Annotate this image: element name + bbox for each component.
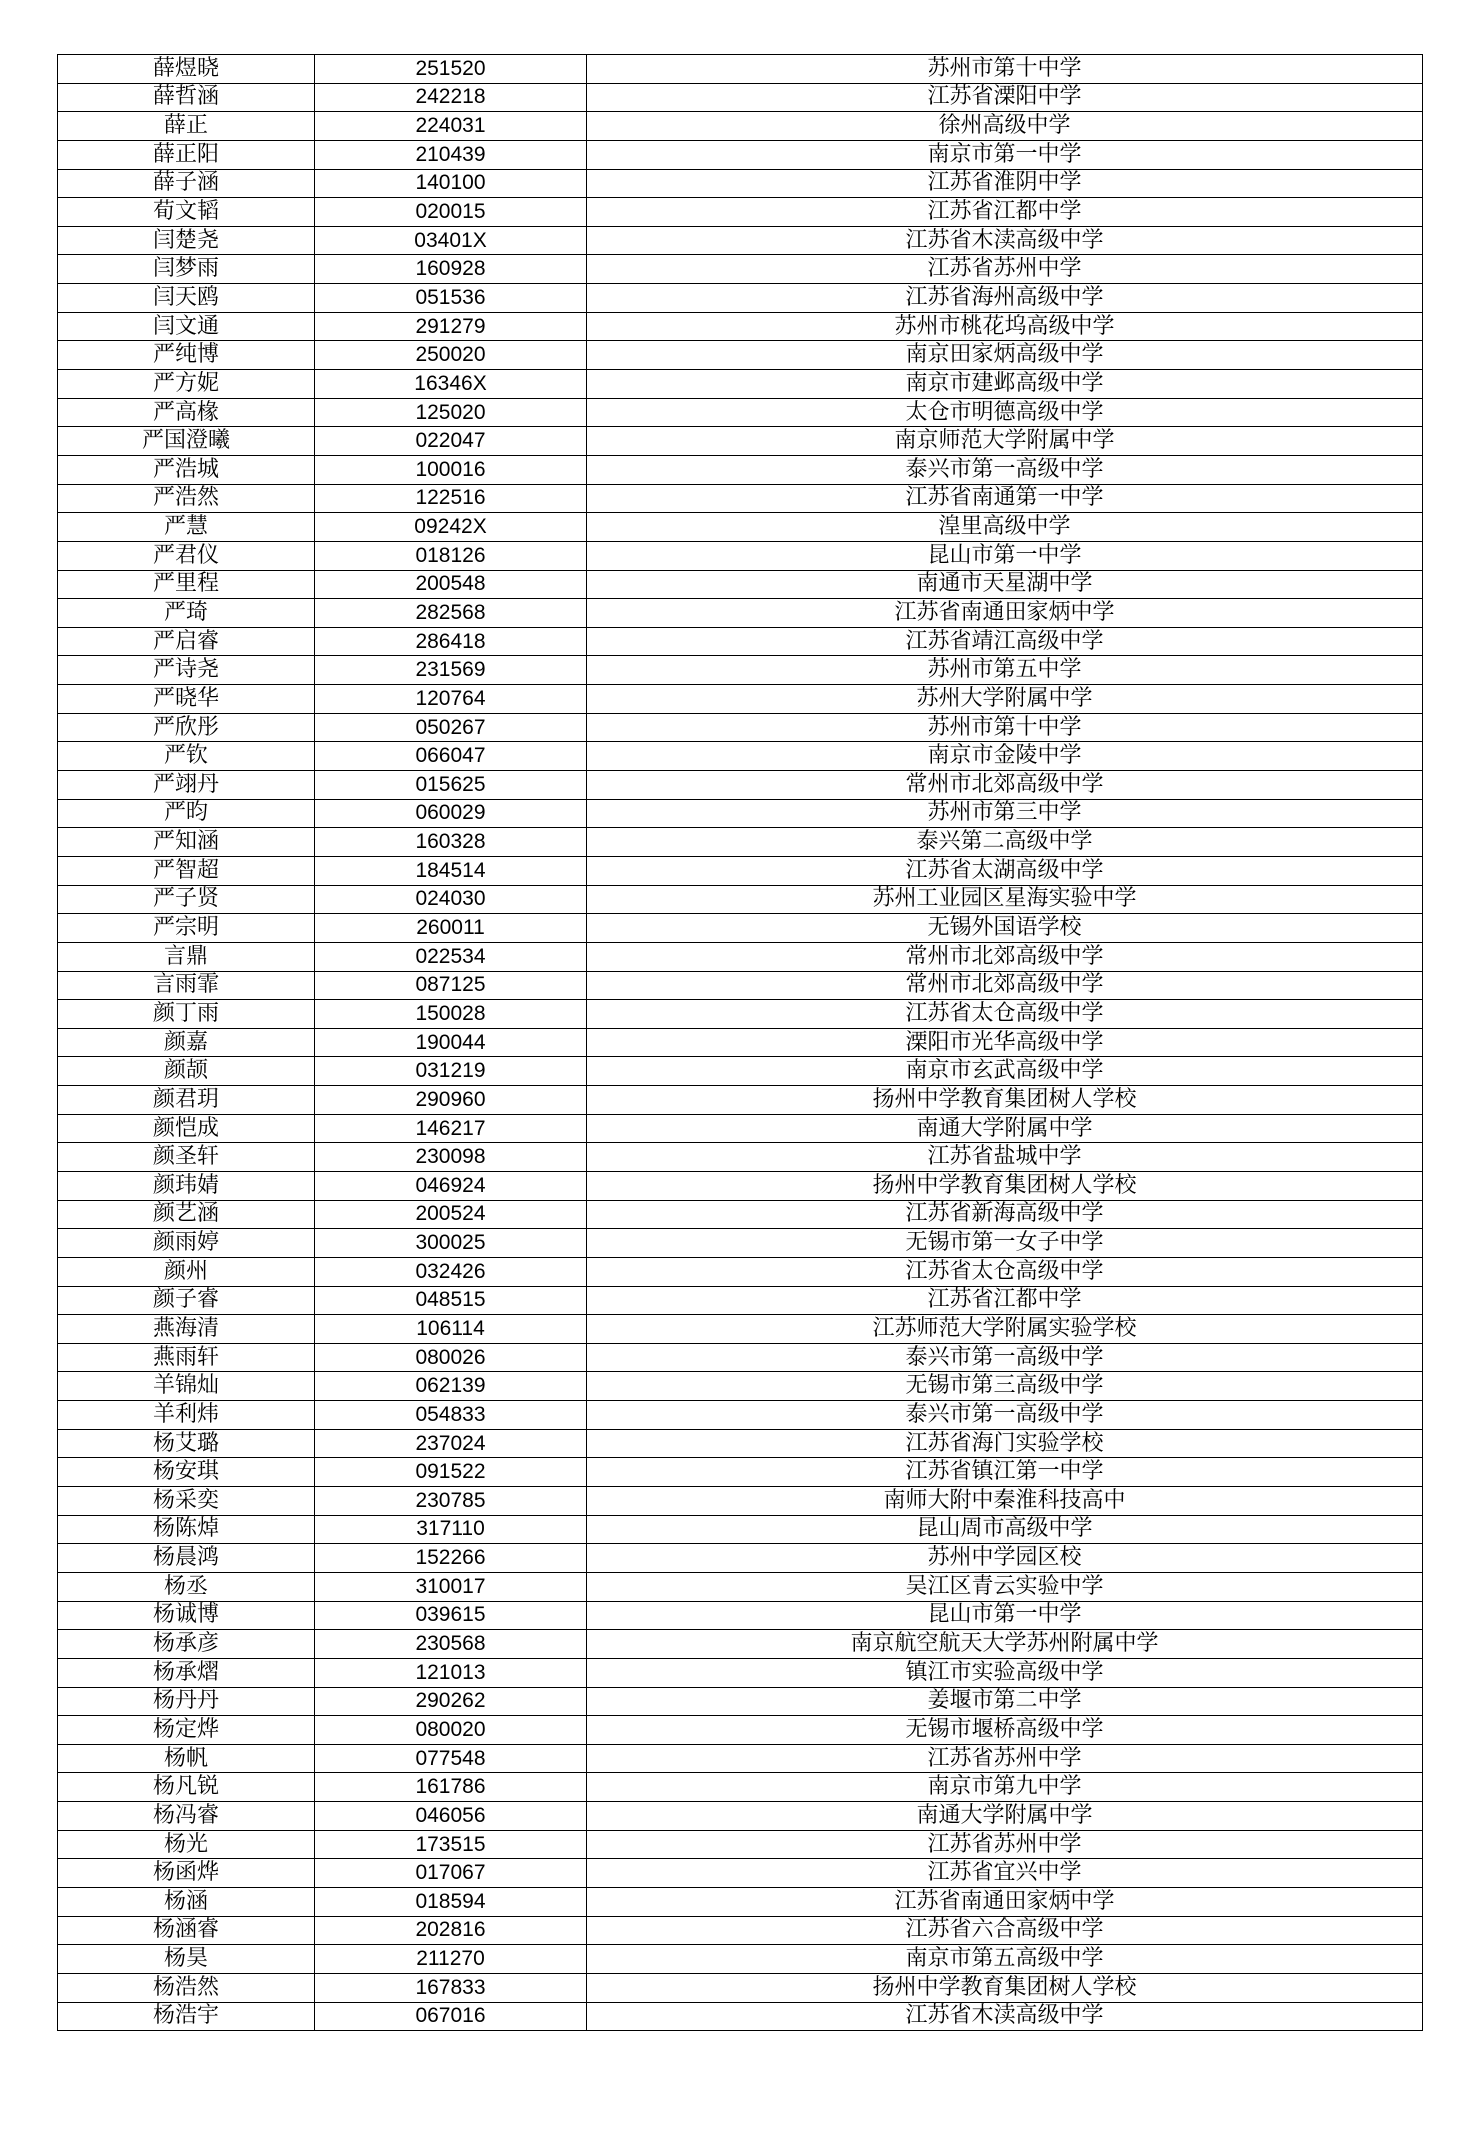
student-id-cell: 161786 — [315, 1773, 587, 1802]
student-id-cell: 190044 — [315, 1028, 587, 1057]
student-name-cell: 薛哲涵 — [58, 83, 315, 112]
school-name-cell: 江苏省淮阴中学 — [587, 169, 1423, 198]
school-name-cell: 苏州中学园区校 — [587, 1544, 1423, 1573]
roster-table — [57, 54, 1423, 2031]
student-name-cell: 颜圣轩 — [58, 1143, 315, 1172]
student-id-cell: 146217 — [315, 1114, 587, 1143]
school-name-cell: 南京航空航天大学苏州附属中学 — [587, 1630, 1423, 1659]
student-id-cell: 09242X — [315, 513, 587, 542]
table-row — [58, 398, 1423, 427]
school-name-cell: 苏州市第三中学 — [587, 799, 1423, 828]
student-id-cell: 122516 — [315, 484, 587, 513]
table-row — [58, 169, 1423, 198]
school-name-cell: 江苏省木渎高级中学 — [587, 226, 1423, 255]
school-name-cell: 江苏省苏州中学 — [587, 255, 1423, 284]
school-name-cell: 无锡外国语学校 — [587, 914, 1423, 943]
student-id-cell: 080026 — [315, 1343, 587, 1372]
student-id-cell: 060029 — [315, 799, 587, 828]
school-name-cell: 江苏省木渎高级中学 — [587, 2002, 1423, 2031]
table-row — [58, 1687, 1423, 1716]
school-name-cell: 吴江区青云实验中学 — [587, 1572, 1423, 1601]
school-name-cell: 南京市玄武高级中学 — [587, 1057, 1423, 1086]
school-name-cell: 南通大学附属中学 — [587, 1802, 1423, 1831]
table-row — [58, 1343, 1423, 1372]
table-row — [58, 1830, 1423, 1859]
table-row — [58, 1744, 1423, 1773]
student-name-cell: 严纯博 — [58, 341, 315, 370]
table-row — [58, 685, 1423, 714]
table-row — [58, 1916, 1423, 1945]
student-id-cell: 290960 — [315, 1086, 587, 1115]
student-id-cell: 230098 — [315, 1143, 587, 1172]
student-id-cell: 202816 — [315, 1916, 587, 1945]
student-name-cell: 杨丞 — [58, 1572, 315, 1601]
table-row — [58, 627, 1423, 656]
student-name-cell: 严诗尧 — [58, 656, 315, 685]
table-row — [58, 1802, 1423, 1831]
school-name-cell: 苏州市桃花坞高级中学 — [587, 312, 1423, 341]
student-name-cell: 杨陈焯 — [58, 1515, 315, 1544]
school-name-cell: 江苏省南通田家炳中学 — [587, 1888, 1423, 1917]
school-name-cell: 扬州中学教育集团树人学校 — [587, 1171, 1423, 1200]
school-name-cell: 江苏省靖江高级中学 — [587, 627, 1423, 656]
table-row — [58, 341, 1423, 370]
school-name-cell: 江苏省海门实验学校 — [587, 1429, 1423, 1458]
table-row — [58, 1429, 1423, 1458]
student-name-cell: 颜嘉 — [58, 1028, 315, 1057]
school-name-cell: 江苏省苏州中学 — [587, 1744, 1423, 1773]
student-name-cell: 严方妮 — [58, 370, 315, 399]
student-id-cell: 260011 — [315, 914, 587, 943]
school-name-cell: 常州市北郊高级中学 — [587, 771, 1423, 800]
school-name-cell: 南通大学附属中学 — [587, 1114, 1423, 1143]
table-row — [58, 1458, 1423, 1487]
school-name-cell: 南京市第九中学 — [587, 1773, 1423, 1802]
student-id-cell: 150028 — [315, 1000, 587, 1029]
table-row — [58, 140, 1423, 169]
school-name-cell: 镇江市实验高级中学 — [587, 1658, 1423, 1687]
student-name-cell: 闫文通 — [58, 312, 315, 341]
table-row — [58, 799, 1423, 828]
student-id-cell: 100016 — [315, 455, 587, 484]
student-name-cell: 杨采奕 — [58, 1487, 315, 1516]
student-id-cell: 018126 — [315, 541, 587, 570]
table-row — [58, 312, 1423, 341]
student-name-cell: 杨帆 — [58, 1744, 315, 1773]
school-name-cell: 南京市建邺高级中学 — [587, 370, 1423, 399]
table-row — [58, 2002, 1423, 2031]
school-name-cell: 无锡市第三高级中学 — [587, 1372, 1423, 1401]
student-name-cell: 羊利炜 — [58, 1401, 315, 1430]
table-row — [58, 1888, 1423, 1917]
student-id-cell: 286418 — [315, 627, 587, 656]
student-id-cell: 230568 — [315, 1630, 587, 1659]
school-name-cell: 泰兴市第一高级中学 — [587, 1401, 1423, 1430]
student-name-cell: 燕海清 — [58, 1315, 315, 1344]
table-row — [58, 942, 1423, 971]
table-row — [58, 55, 1423, 84]
table-row — [58, 1000, 1423, 1029]
student-id-cell: 050267 — [315, 713, 587, 742]
student-id-cell: 03401X — [315, 226, 587, 255]
school-name-cell: 南京田家炳高级中学 — [587, 341, 1423, 370]
school-name-cell: 常州市北郊高级中学 — [587, 971, 1423, 1000]
student-id-cell: 077548 — [315, 1744, 587, 1773]
table-row — [58, 1401, 1423, 1430]
student-name-cell: 严智超 — [58, 856, 315, 885]
student-id-cell: 317110 — [315, 1515, 587, 1544]
school-name-cell: 江苏省六合高级中学 — [587, 1916, 1423, 1945]
school-name-cell: 无锡市第一女子中学 — [587, 1229, 1423, 1258]
student-id-cell: 080020 — [315, 1716, 587, 1745]
school-name-cell: 江苏省宜兴中学 — [587, 1859, 1423, 1888]
table-row — [58, 427, 1423, 456]
student-name-cell: 杨浩然 — [58, 1973, 315, 2002]
student-id-cell: 224031 — [315, 112, 587, 141]
student-name-cell: 严国澄曦 — [58, 427, 315, 456]
student-id-cell: 210439 — [315, 140, 587, 169]
student-id-cell: 048515 — [315, 1286, 587, 1315]
table-row — [58, 1572, 1423, 1601]
student-name-cell: 杨承熠 — [58, 1658, 315, 1687]
student-name-cell: 言雨霏 — [58, 971, 315, 1000]
school-name-cell: 常州市北郊高级中学 — [587, 942, 1423, 971]
table-row — [58, 1859, 1423, 1888]
student-name-cell: 严晓华 — [58, 685, 315, 714]
student-id-cell: 251520 — [315, 55, 587, 84]
table-row — [58, 513, 1423, 542]
table-row — [58, 255, 1423, 284]
table-row — [58, 1544, 1423, 1573]
student-name-cell: 杨昊 — [58, 1945, 315, 1974]
table-row — [58, 1143, 1423, 1172]
student-name-cell: 杨浩宇 — [58, 2002, 315, 2031]
table-row — [58, 112, 1423, 141]
student-id-cell: 087125 — [315, 971, 587, 1000]
student-id-cell: 230785 — [315, 1487, 587, 1516]
school-name-cell: 南师大附中秦淮科技高中 — [587, 1487, 1423, 1516]
table-row — [58, 1028, 1423, 1057]
student-name-cell: 严知涵 — [58, 828, 315, 857]
student-name-cell: 颜雨婷 — [58, 1229, 315, 1258]
student-name-cell: 严欣彤 — [58, 713, 315, 742]
student-id-cell: 242218 — [315, 83, 587, 112]
student-name-cell: 杨丹丹 — [58, 1687, 315, 1716]
student-name-cell: 杨诚博 — [58, 1601, 315, 1630]
student-id-cell: 091522 — [315, 1458, 587, 1487]
student-name-cell: 燕雨轩 — [58, 1343, 315, 1372]
student-id-cell: 140100 — [315, 169, 587, 198]
table-row — [58, 198, 1423, 227]
student-id-cell: 022534 — [315, 942, 587, 971]
roster-body — [58, 55, 1423, 2031]
school-name-cell: 江苏省盐城中学 — [587, 1143, 1423, 1172]
student-name-cell: 严慧 — [58, 513, 315, 542]
school-name-cell: 江苏省太仓高级中学 — [587, 1000, 1423, 1029]
student-id-cell: 046056 — [315, 1802, 587, 1831]
school-name-cell: 江苏省太湖高级中学 — [587, 856, 1423, 885]
student-name-cell: 严翊丹 — [58, 771, 315, 800]
student-id-cell: 152266 — [315, 1544, 587, 1573]
student-id-cell: 173515 — [315, 1830, 587, 1859]
school-name-cell: 南京市第一中学 — [587, 140, 1423, 169]
school-name-cell: 昆山市第一中学 — [587, 541, 1423, 570]
student-id-cell: 160928 — [315, 255, 587, 284]
student-id-cell: 282568 — [315, 599, 587, 628]
student-name-cell: 羊锦灿 — [58, 1372, 315, 1401]
table-row — [58, 1630, 1423, 1659]
table-row — [58, 570, 1423, 599]
student-id-cell: 125020 — [315, 398, 587, 427]
student-id-cell: 067016 — [315, 2002, 587, 2031]
table-row — [58, 83, 1423, 112]
table-row — [58, 1601, 1423, 1630]
student-name-cell: 颜颉 — [58, 1057, 315, 1086]
school-name-cell: 江苏师范大学附属实验学校 — [587, 1315, 1423, 1344]
school-name-cell: 江苏省新海高级中学 — [587, 1200, 1423, 1229]
school-name-cell: 昆山周市高级中学 — [587, 1515, 1423, 1544]
student-name-cell: 言鼎 — [58, 942, 315, 971]
student-id-cell: 167833 — [315, 1973, 587, 2002]
student-id-cell: 051536 — [315, 284, 587, 313]
student-name-cell: 荀文韬 — [58, 198, 315, 227]
school-name-cell: 扬州中学教育集团树人学校 — [587, 1086, 1423, 1115]
student-name-cell: 严浩城 — [58, 455, 315, 484]
student-id-cell: 16346X — [315, 370, 587, 399]
table-row — [58, 971, 1423, 1000]
table-row — [58, 1315, 1423, 1344]
student-id-cell: 020015 — [315, 198, 587, 227]
school-name-cell: 南京市金陵中学 — [587, 742, 1423, 771]
student-id-cell: 250020 — [315, 341, 587, 370]
student-name-cell: 杨艾璐 — [58, 1429, 315, 1458]
table-row — [58, 1200, 1423, 1229]
student-name-cell: 闫天鸥 — [58, 284, 315, 313]
student-name-cell: 杨定烨 — [58, 1716, 315, 1745]
school-name-cell: 苏州大学附属中学 — [587, 685, 1423, 714]
student-id-cell: 200524 — [315, 1200, 587, 1229]
student-name-cell: 颜丁雨 — [58, 1000, 315, 1029]
table-row — [58, 856, 1423, 885]
student-name-cell: 严启睿 — [58, 627, 315, 656]
table-row — [58, 541, 1423, 570]
school-name-cell: 苏州市第五中学 — [587, 656, 1423, 685]
school-name-cell: 南京市第五高级中学 — [587, 1945, 1423, 1974]
student-name-cell: 颜州 — [58, 1257, 315, 1286]
student-name-cell: 颜艺涵 — [58, 1200, 315, 1229]
student-id-cell: 121013 — [315, 1658, 587, 1687]
student-name-cell: 严子贤 — [58, 885, 315, 914]
student-name-cell: 严琦 — [58, 599, 315, 628]
table-row — [58, 226, 1423, 255]
school-name-cell: 溧阳市光华高级中学 — [587, 1028, 1423, 1057]
student-id-cell: 290262 — [315, 1687, 587, 1716]
student-id-cell: 066047 — [315, 742, 587, 771]
school-name-cell: 江苏省南通第一中学 — [587, 484, 1423, 513]
student-name-cell: 严宗明 — [58, 914, 315, 943]
student-id-cell: 017067 — [315, 1859, 587, 1888]
table-row — [58, 1229, 1423, 1258]
student-name-cell: 严君仪 — [58, 541, 315, 570]
school-name-cell: 昆山市第一中学 — [587, 1601, 1423, 1630]
school-name-cell: 姜堰市第二中学 — [587, 1687, 1423, 1716]
student-name-cell: 杨光 — [58, 1830, 315, 1859]
table-row — [58, 1286, 1423, 1315]
school-name-cell: 泰兴市第一高级中学 — [587, 455, 1423, 484]
student-name-cell: 薛子涵 — [58, 169, 315, 198]
student-name-cell: 杨凡锐 — [58, 1773, 315, 1802]
student-id-cell: 231569 — [315, 656, 587, 685]
school-name-cell: 江苏省江都中学 — [587, 1286, 1423, 1315]
table-row — [58, 370, 1423, 399]
table-row — [58, 1372, 1423, 1401]
student-id-cell: 031219 — [315, 1057, 587, 1086]
student-id-cell: 184514 — [315, 856, 587, 885]
student-id-cell: 310017 — [315, 1572, 587, 1601]
student-name-cell: 杨涵 — [58, 1888, 315, 1917]
student-name-cell: 薛正阳 — [58, 140, 315, 169]
student-id-cell: 160328 — [315, 828, 587, 857]
student-name-cell: 严钦 — [58, 742, 315, 771]
table-row — [58, 1515, 1423, 1544]
student-name-cell: 闫梦雨 — [58, 255, 315, 284]
school-name-cell: 江苏省江都中学 — [587, 198, 1423, 227]
school-name-cell: 苏州市第十中学 — [587, 713, 1423, 742]
school-name-cell: 江苏省南通田家炳中学 — [587, 599, 1423, 628]
table-row — [58, 914, 1423, 943]
school-name-cell: 泰兴市第一高级中学 — [587, 1343, 1423, 1372]
student-name-cell: 杨冯睿 — [58, 1802, 315, 1831]
school-name-cell: 太仓市明德高级中学 — [587, 398, 1423, 427]
table-row — [58, 599, 1423, 628]
school-name-cell: 江苏省苏州中学 — [587, 1830, 1423, 1859]
student-id-cell: 054833 — [315, 1401, 587, 1430]
school-name-cell: 南通市天星湖中学 — [587, 570, 1423, 599]
school-name-cell: 南京师范大学附属中学 — [587, 427, 1423, 456]
student-id-cell: 211270 — [315, 1945, 587, 1974]
table-row — [58, 1086, 1423, 1115]
school-name-cell: 徐州高级中学 — [587, 112, 1423, 141]
school-name-cell: 苏州市第十中学 — [587, 55, 1423, 84]
student-name-cell: 颜恺成 — [58, 1114, 315, 1143]
student-name-cell: 颜君玥 — [58, 1086, 315, 1115]
table-row — [58, 1716, 1423, 1745]
student-name-cell: 严里程 — [58, 570, 315, 599]
student-id-cell: 300025 — [315, 1229, 587, 1258]
student-id-cell: 032426 — [315, 1257, 587, 1286]
student-id-cell: 039615 — [315, 1601, 587, 1630]
table-row — [58, 1658, 1423, 1687]
student-name-cell: 严浩然 — [58, 484, 315, 513]
table-row — [58, 284, 1423, 313]
table-row — [58, 1257, 1423, 1286]
student-id-cell: 015625 — [315, 771, 587, 800]
student-name-cell: 颜子睿 — [58, 1286, 315, 1315]
school-name-cell: 无锡市堰桥高级中学 — [587, 1716, 1423, 1745]
student-id-cell: 291279 — [315, 312, 587, 341]
table-row — [58, 484, 1423, 513]
table-row — [58, 713, 1423, 742]
student-name-cell: 杨涵睿 — [58, 1916, 315, 1945]
student-name-cell: 严昀 — [58, 799, 315, 828]
student-name-cell: 薛正 — [58, 112, 315, 141]
student-id-cell: 024030 — [315, 885, 587, 914]
student-id-cell: 046924 — [315, 1171, 587, 1200]
student-id-cell: 018594 — [315, 1888, 587, 1917]
student-id-cell: 062139 — [315, 1372, 587, 1401]
student-id-cell: 237024 — [315, 1429, 587, 1458]
table-row — [58, 455, 1423, 484]
table-row — [58, 1773, 1423, 1802]
student-name-cell: 薛煜晓 — [58, 55, 315, 84]
table-row — [58, 656, 1423, 685]
table-row — [58, 742, 1423, 771]
table-row — [58, 1487, 1423, 1516]
student-name-cell: 杨晨鸿 — [58, 1544, 315, 1573]
table-row — [58, 1171, 1423, 1200]
student-name-cell: 闫楚尧 — [58, 226, 315, 255]
student-name-cell: 颜玮婧 — [58, 1171, 315, 1200]
school-name-cell: 扬州中学教育集团树人学校 — [587, 1973, 1423, 2002]
student-id-cell: 022047 — [315, 427, 587, 456]
student-id-cell: 106114 — [315, 1315, 587, 1344]
table-row — [58, 885, 1423, 914]
school-name-cell: 江苏省溧阳中学 — [587, 83, 1423, 112]
student-id-cell: 120764 — [315, 685, 587, 714]
table-row — [58, 828, 1423, 857]
table-row — [58, 1057, 1423, 1086]
table-row — [58, 1973, 1423, 2002]
school-name-cell: 湟里高级中学 — [587, 513, 1423, 542]
student-name-cell: 杨函烨 — [58, 1859, 315, 1888]
table-row — [58, 1945, 1423, 1974]
student-name-cell: 杨安琪 — [58, 1458, 315, 1487]
school-name-cell: 泰兴第二高级中学 — [587, 828, 1423, 857]
table-row — [58, 1114, 1423, 1143]
student-name-cell: 杨承彦 — [58, 1630, 315, 1659]
school-name-cell: 江苏省镇江第一中学 — [587, 1458, 1423, 1487]
student-name-cell: 严高椽 — [58, 398, 315, 427]
student-id-cell: 200548 — [315, 570, 587, 599]
school-name-cell: 江苏省海州高级中学 — [587, 284, 1423, 313]
school-name-cell: 江苏省太仓高级中学 — [587, 1257, 1423, 1286]
school-name-cell: 苏州工业园区星海实验中学 — [587, 885, 1423, 914]
table-row — [58, 771, 1423, 800]
